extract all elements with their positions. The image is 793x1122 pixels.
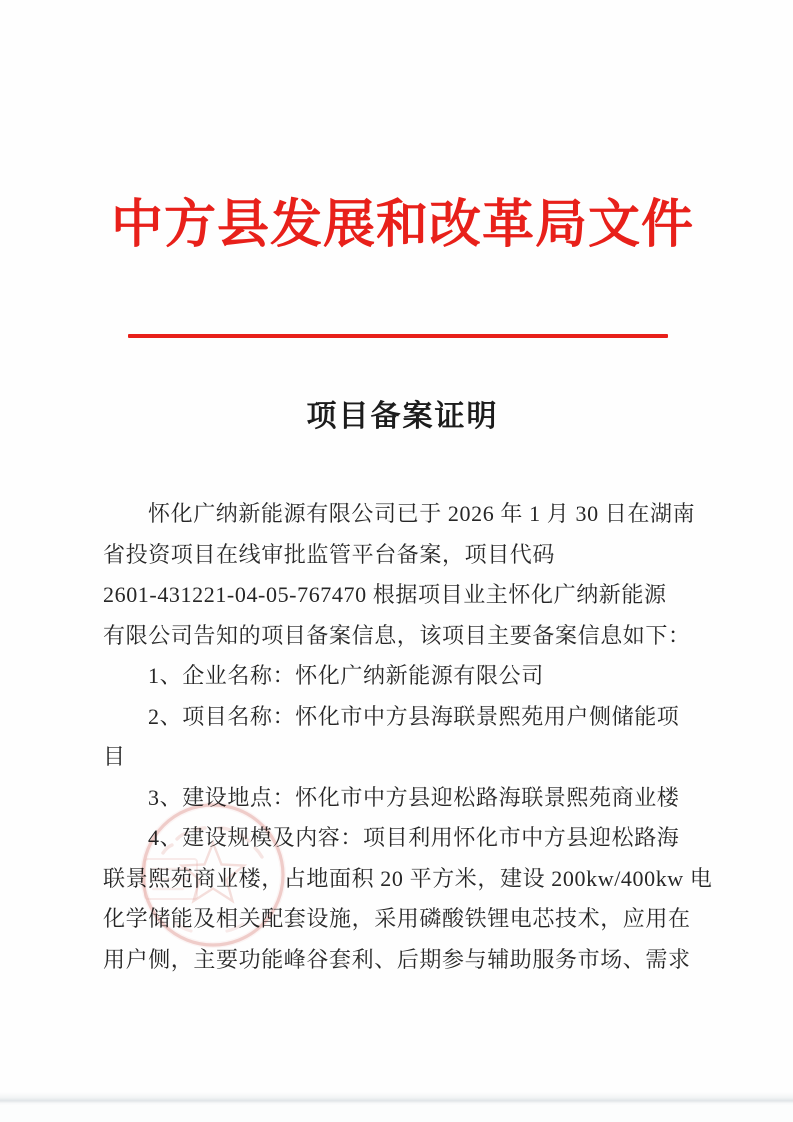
paper-bottom-edge [0,1092,793,1106]
body-line: 目 [103,744,126,769]
body-line: 用户侧，主要功能峰谷套利、后期参与辅助服务市场、需求 [103,946,691,972]
body-line: 4、建设规模及内容：项目利用怀化市中方县迎松路海 [148,825,680,850]
body-line: 省投资项目在线审批监管平台备案，项目代码 [103,541,556,567]
body-line: 2601-431221-04-05-767470 根据项目业主怀化广纳新能源 [103,582,667,607]
document-header-title: 中方县发展和改革局文件 [110,197,694,254]
body-line: 3、建设地点：怀化市中方县迎松路海联景熙苑商业楼 [148,784,680,810]
body-line: 有限公司告知的项目备案信息，该项目主要备案信息如下： [103,622,691,648]
body-line: 化学储能及相关配套设施，采用磷酸铁锂电芯技术，应用在 [103,906,691,931]
scan-background [0,1106,793,1122]
body-line: 联景熙苑商业楼，占地面积 20 平方米，建设 200kw/400kw 电 [103,865,713,891]
document-subtitle: 项目备案证明 [306,400,499,433]
header-divider-rule [128,334,668,338]
body-line: 2、项目名称：怀化市中方县海联景熙苑用户侧储能项 [148,703,680,729]
body-line: 1、企业名称：怀化广纳新能源有限公司 [148,663,544,688]
document-body [103,494,713,980]
body-line: 怀化广纳新能源有限公司已于 2026 年 1 月 30 日在湖南 [148,501,696,526]
